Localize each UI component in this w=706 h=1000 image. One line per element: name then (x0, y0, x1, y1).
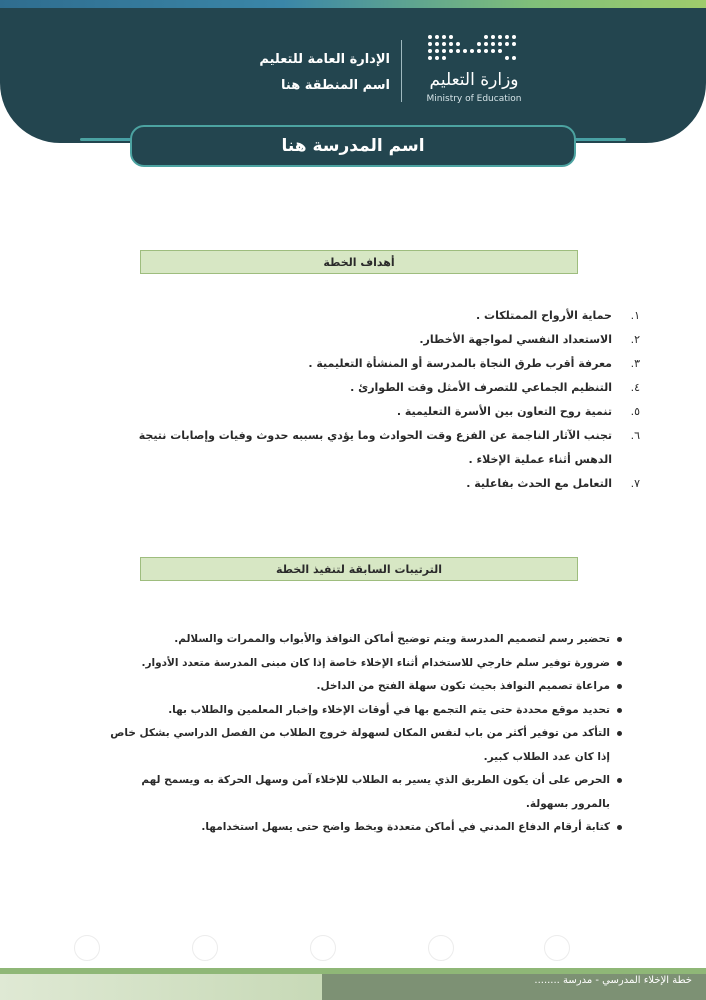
ministry-logo-icon (426, 33, 522, 67)
goals-title: أهداف الخطة (323, 255, 395, 269)
footer-light-band (0, 974, 330, 1000)
list-item (100, 304, 640, 328)
location-icon (428, 935, 454, 961)
list-item-text: التعامل مع الحدث بفاعلية . (466, 477, 612, 490)
list-item-number: ٧. (630, 477, 640, 490)
list-item-number: ٦. (630, 429, 640, 442)
header-divider (401, 40, 402, 102)
list-item-number: ١. (630, 309, 640, 322)
list-item-text: معرفة أقرب طرق النجاة بالمدرسة أو المنشأة التعليمية . (308, 357, 612, 370)
list-item-text: حماية الأرواح الممتلكات . (476, 309, 612, 322)
list-item: ضرورة توفير سلم خارجي للاستخدام أثناء الإخلاء خاصة إذا كان مبنى المدرسة متعدد الأدوار. (100, 652, 622, 676)
arrangements-section-header (140, 557, 578, 581)
list-item-text: تجنب الآثار الناجمة عن الفزع وقت الحوادث وما يؤدي بسببه حدوث وفيات وإصابات نتيجة الدهس أثناء عملية الإخلاء . (138, 429, 612, 466)
list-item: الحرص على أن يكون الطريق الذي يسير به الطلاب للإخلاء آمن وسهل الحركة به ويسمح لهم بالمرور بسهولة. (100, 769, 622, 816)
list-item (100, 328, 640, 352)
list-item-number: ٣. (630, 357, 640, 370)
list-item-text: الاستعداد النفسي لمواجهة الأخطار. (419, 333, 612, 346)
list-item-text: تنمية روح التعاون بين الأسرة التعليمية . (396, 405, 612, 418)
header-color-stripe (0, 0, 706, 8)
phone-icon (74, 935, 100, 961)
twitter-icon (310, 935, 336, 961)
school-name: اسم المدرسة هنا (281, 136, 425, 156)
goals-section-header (140, 250, 578, 274)
admin-title: الإدارة العامة للتعليم (259, 52, 390, 67)
list-item (100, 352, 640, 376)
list-item (100, 472, 640, 496)
list-item: مراعاة تصميم النوافذ بحيث تكون سهلة الفتح من الداخل. (100, 675, 622, 699)
footer-decorative-icons (60, 935, 620, 965)
school-name-box (130, 125, 576, 167)
web-icon (544, 935, 570, 961)
list-item-text: التنظيم الجماعي للتصرف الأمثل وقت الطوارئ . (350, 381, 612, 394)
list-item: تحضير رسم لتصميم المدرسة ويتم توضيح أماكن النوافذ والأبواب والممرات والسلالم. (100, 628, 622, 652)
region-title: اسم المنطقة هنا (281, 78, 390, 93)
ministry-name-english: Ministry of Education (426, 94, 522, 104)
ministry-name-arabic: وزارة التعليم (429, 70, 519, 90)
arrangements-list (100, 628, 622, 840)
footer-text: خطة الإخلاء المدرسي - مدرسة ........ (534, 975, 692, 986)
goals-list (100, 304, 640, 496)
list-item: التأكد من توفير أكثر من باب لنفس المكان لسهولة خروج الطلاب من الفصل الدراسي بشكل خاص إذا كان عدد الطلاب كبير. (100, 722, 622, 769)
arrangements-title: الترتيبات السابقة لتنفيذ الخطة (275, 562, 443, 576)
mail-icon (192, 935, 218, 961)
list-item: تحديد موقع محددة حتى يتم التجمع بها في أوقات الإخلاء وإخبار المعلمين والطلاب بها. (100, 699, 622, 723)
list-item (100, 424, 640, 472)
list-item-number: ٤. (630, 381, 640, 394)
list-item (100, 376, 640, 400)
list-item-number: ٥. (630, 405, 640, 418)
page-header (0, 0, 706, 143)
list-item: كتابة أرقام الدفاع المدني في أماكن متعددة وبخط واضح حتى يسهل استخدامها. (100, 816, 622, 840)
list-item (100, 400, 640, 424)
list-item-number: ٢. (630, 333, 640, 346)
